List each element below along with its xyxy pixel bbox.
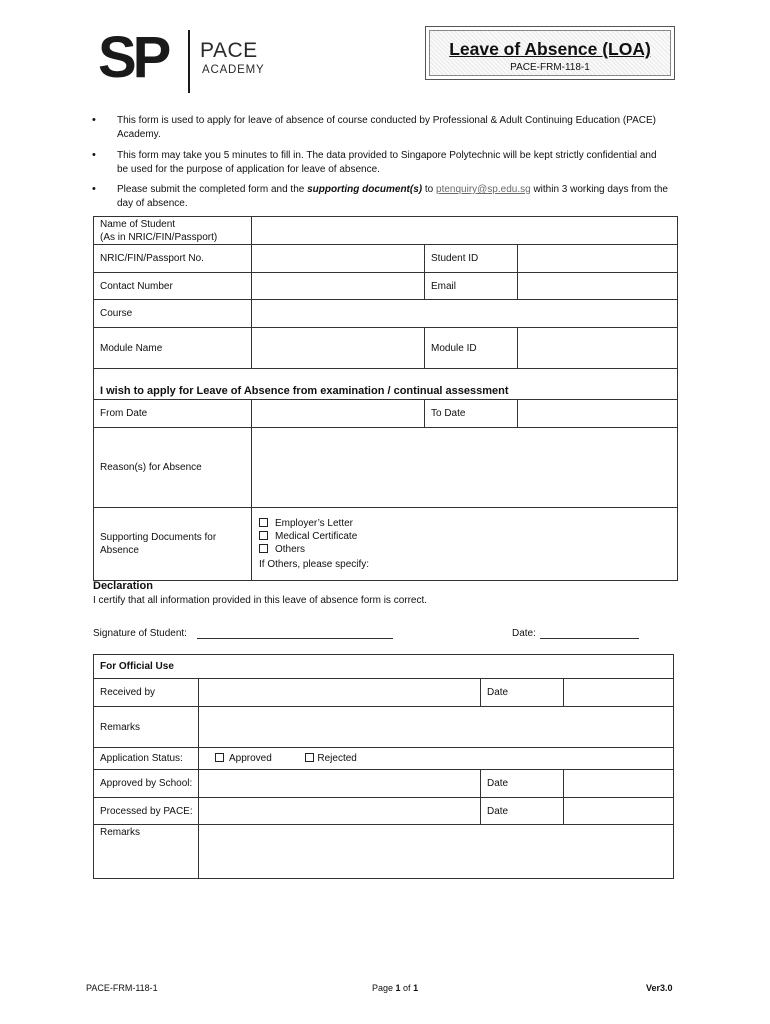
nric-input[interactable] (252, 245, 425, 273)
processed-date-input[interactable] (564, 798, 674, 825)
checkbox-icon[interactable] (259, 544, 268, 553)
logo-divider (188, 30, 190, 93)
sp-logo: SP (98, 25, 168, 90)
approved-by-school-input[interactable] (199, 770, 481, 798)
module-name-input[interactable] (252, 328, 425, 369)
declaration-heading: Declaration (93, 580, 153, 592)
email-input[interactable] (518, 273, 678, 300)
from-date-input[interactable] (252, 400, 425, 428)
bullet-icon: • (92, 149, 96, 161)
module-id-label: Module ID (425, 328, 518, 369)
footer-form-code: PACE-FRM-118-1 (86, 983, 158, 993)
others-option[interactable]: Others (259, 543, 677, 556)
approved-date-label: Date (481, 770, 564, 798)
signature-field[interactable] (197, 638, 393, 639)
approved-by-school-label: Approved by School: (94, 770, 199, 798)
to-date-input[interactable] (518, 400, 678, 428)
instruction-1: This form is used to apply for leave of absence of course conducted by Professional & Adult Continuing Education (PACE) Academy. (117, 115, 656, 140)
remarks-label: Remarks (94, 707, 199, 748)
approved-option[interactable]: Approved (215, 753, 272, 764)
others-specify-label: If Others, please specify: (259, 559, 370, 570)
checkbox-icon[interactable] (305, 753, 314, 762)
logo-academy-text: ACADEMY (202, 64, 265, 76)
footer-page-number: Page 1 of 1 (372, 983, 419, 993)
processed-by-pace-input[interactable] (199, 798, 481, 825)
from-date-label: From Date (94, 400, 252, 428)
reason-input[interactable] (252, 428, 678, 508)
date-field[interactable] (540, 638, 639, 639)
email-link[interactable]: ptenquiry@sp.edu.sg (436, 184, 531, 195)
to-date-label: To Date (425, 400, 518, 428)
contact-input[interactable] (252, 273, 425, 300)
course-input[interactable] (252, 300, 678, 328)
date-label: Date: (512, 628, 536, 639)
email-label: Email (425, 273, 518, 300)
application-status-label: Application Status: (94, 748, 199, 770)
official-use-heading: For Official Use (94, 655, 674, 679)
form-title-box (425, 26, 675, 80)
logo-pace-text: PACE (200, 39, 258, 62)
bullet-icon: • (92, 114, 96, 126)
checkbox-icon[interactable] (215, 753, 224, 762)
instruction-3: Please submit the completed form and the supporting document(s) to ptenquiry@sp.edu.sg within 3 working days from the day of absence. (117, 184, 668, 209)
signature-label: Signature of Student: (93, 628, 187, 639)
student-details-table (93, 216, 678, 581)
processed-by-pace-label: Processed by PACE: (94, 798, 199, 825)
supporting-docs-options (252, 508, 678, 581)
declaration-text: I certify that all information provided in this leave of absence form is correct. (93, 595, 428, 606)
footer-version: Ver3.0 (646, 983, 673, 993)
remarks-input[interactable] (199, 707, 674, 748)
received-by-input[interactable] (199, 679, 481, 707)
received-date-input[interactable] (564, 679, 674, 707)
module-name-label: Module Name (94, 328, 252, 369)
rejected-option[interactable]: Rejected (305, 753, 356, 764)
student-id-input[interactable] (518, 245, 678, 273)
approved-date-input[interactable] (564, 770, 674, 798)
contact-label: Contact Number (94, 273, 252, 300)
application-status-options (199, 748, 674, 770)
student-id-label: Student ID (425, 245, 518, 273)
loa-section-heading: I wish to apply for Leave of Absence from examination / continual assessment (94, 369, 678, 400)
official-remarks-input[interactable] (199, 825, 674, 879)
official-remarks-label: Remarks (94, 825, 199, 879)
form-code: PACE-FRM-118-1 (510, 62, 590, 73)
processed-date-label: Date (481, 798, 564, 825)
name-label-cell: Name of Student (As in NRIC/FIN/Passport) (94, 217, 252, 245)
nric-label: NRIC/FIN/Passport No. (94, 245, 252, 273)
instruction-2: This form may take you 5 minutes to fill in. The data provided to Singapore Polytechnic will be kept strictly confidential and be used for the purpose of application for leave of absence. (117, 150, 657, 175)
module-id-input[interactable] (518, 328, 678, 369)
course-label: Course (94, 300, 252, 328)
title-shaded-panel (429, 30, 671, 76)
employer-letter-option[interactable]: Employer’s Letter (259, 517, 677, 530)
checkbox-icon[interactable] (259, 518, 268, 527)
supporting-documents-emphasis: supporting document(s) (307, 184, 423, 195)
reason-label: Reason(s) for Absence (94, 428, 252, 508)
name-input[interactable] (252, 217, 678, 245)
medical-certificate-option[interactable]: Medical Certificate (259, 530, 677, 543)
page-title: Leave of Absence (LOA) (449, 39, 651, 59)
checkbox-icon[interactable] (259, 531, 268, 540)
received-date-label: Date (481, 679, 564, 707)
received-by-label: Received by (94, 679, 199, 707)
bullet-icon: • (92, 183, 96, 195)
supporting-docs-label: Supporting Documents for Absence (94, 508, 252, 581)
official-use-table (93, 654, 674, 879)
